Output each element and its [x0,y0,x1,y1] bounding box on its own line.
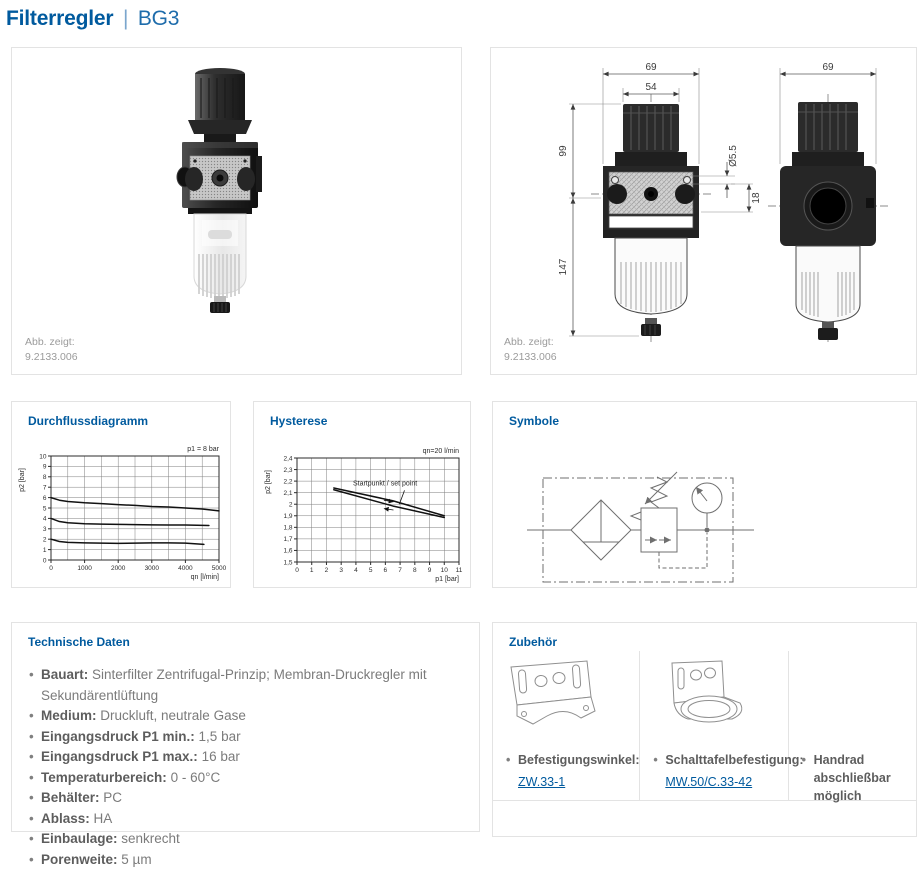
accessory-cell-lockable-handwheel [789,651,916,801]
svg-text:2: 2 [325,567,329,574]
accessory-note: • Handrad abschließbar möglich [801,751,910,805]
flow-chart [15,442,229,584]
svg-text:2: 2 [43,537,47,544]
svg-text:8: 8 [413,567,417,574]
dim-front-height-upper: 99 [558,145,569,157]
accessory-link-mw50[interactable]: MW.50/C.33-42 [665,773,752,791]
dim-side-total-width: 69 [822,62,834,73]
svg-text:7: 7 [398,567,402,574]
svg-text:0: 0 [49,565,53,572]
page-title-main: Filterregler [6,7,113,30]
hysteresis-chart [257,442,471,594]
svg-text:qn=20 l/min: qn=20 l/min [423,448,459,455]
svg-text:p1 = 8 bar: p1 = 8 bar [187,446,219,453]
dim-front-height-lower: 147 [558,258,569,275]
svg-text:1,7: 1,7 [283,536,292,543]
svg-text:4000: 4000 [178,565,193,572]
svg-text:1000: 1000 [77,565,92,572]
svg-text:5: 5 [369,567,373,574]
svg-text:11: 11 [456,567,463,574]
tech-data-title: Technische Daten [28,635,130,649]
dim-front-hole-pitch: 18 [751,192,762,204]
tech-data-item: • Porenweite: 5 µm [28,850,468,870]
svg-text:1: 1 [310,567,314,574]
tech-data-list [28,665,468,870]
svg-text:1: 1 [43,547,47,554]
tech-data-item: • Eingangsdruck P1 max.: 16 bar [28,747,468,768]
tech-data-item: • Ablass: HA [28,809,468,830]
svg-text:1,6: 1,6 [283,548,292,555]
dimension-drawing-front [539,52,769,344]
svg-text:2: 2 [289,502,293,509]
svg-text:p2 [bar]: p2 [bar] [19,468,26,492]
svg-text:2,3: 2,3 [283,467,292,474]
dim-front-hole-dia: Ø5.5 [728,145,739,167]
accessory-cell-panel-mount [640,651,788,801]
svg-text:3: 3 [43,526,47,533]
photo-caption-line2: 9.2133.006 [25,351,78,363]
svg-text:p1 [bar]: p1 [bar] [435,576,459,583]
svg-text:6: 6 [43,495,47,502]
panel-hysteresis-chart [253,401,471,588]
svg-text:1,5: 1,5 [283,559,292,566]
panel-product-photo [11,47,462,375]
pneumatic-symbol [523,454,758,604]
panel-tech-data [11,622,480,832]
page-title [6,7,179,31]
page-title-separator: | [119,7,132,30]
tech-data-item: • Einbaulage: senkrecht [28,829,468,850]
drawing-caption [504,335,557,365]
svg-text:Startpunkt / set point: Startpunkt / set point [353,481,417,488]
drawing-caption-line1: Abb. zeigt: [504,336,554,348]
panel-symbols [492,401,917,588]
dim-front-knob-width: 54 [645,82,657,93]
svg-text:10: 10 [39,453,47,460]
tech-data-item: • Bauart: Sinterfilter Zentrifugal-Prinzip; Membran-Druckregler mit Sekundärentlüftung [28,665,468,706]
panel-dimension-drawings [490,47,917,375]
photo-caption [25,335,78,365]
svg-text:2,2: 2,2 [283,478,292,485]
drawing-caption-line2: 9.2133.006 [504,351,557,363]
svg-text:1,9: 1,9 [283,513,292,520]
flow-chart-title: Durchflussdiagramm [28,414,148,428]
accessory-label: • Befestigungswinkel: [505,751,633,769]
accessories-title: Zubehör [509,635,557,649]
svg-text:5: 5 [43,505,47,512]
page-title-subtitle: BG3 [138,7,179,30]
svg-text:p2 [bar]: p2 [bar] [265,470,272,494]
dimension-drawing-side [743,52,913,344]
svg-text:qn [l/min]: qn [l/min] [191,574,219,581]
panel-flow-chart [11,401,231,588]
accessory-cell-mounting-bracket [493,651,640,801]
photo-caption-line1: Abb. zeigt: [25,336,75,348]
svg-text:7: 7 [43,485,47,492]
svg-text:5000: 5000 [212,565,227,572]
svg-text:0: 0 [43,557,47,564]
svg-text:3000: 3000 [145,565,160,572]
hysteresis-chart-title: Hysterese [270,414,327,428]
svg-text:9: 9 [428,567,432,574]
svg-text:2,4: 2,4 [283,455,292,462]
mounting-bracket-image [505,657,605,735]
svg-text:10: 10 [441,567,449,574]
tech-data-item: • Temperaturbereich: 0 - 60°C [28,768,468,789]
svg-text:4: 4 [43,516,47,523]
tech-data-item: • Eingangsdruck P1 min.: 1,5 bar [28,727,468,748]
panel-mount-image [652,657,752,735]
panel-accessories [492,622,917,837]
svg-text:6: 6 [384,567,388,574]
svg-text:0: 0 [295,567,299,574]
tech-data-item: • Behälter: PC [28,788,468,809]
svg-text:1,8: 1,8 [283,525,292,532]
dim-front-total-width: 69 [645,62,657,73]
svg-text:3: 3 [339,567,343,574]
svg-text:4: 4 [354,567,358,574]
svg-text:8: 8 [43,474,47,481]
svg-text:9: 9 [43,464,47,471]
symbols-title: Symbole [509,414,559,428]
svg-text:2,1: 2,1 [283,490,292,497]
product-photo [144,58,294,343]
tech-data-item: • Medium: Druckluft, neutrale Gase [28,706,468,727]
svg-text:2000: 2000 [111,565,126,572]
accessories-cells [493,651,916,801]
accessory-label: • Schalttafelbefestigung: [652,751,781,769]
accessory-link-zw33[interactable]: ZW.33-1 [518,773,565,791]
